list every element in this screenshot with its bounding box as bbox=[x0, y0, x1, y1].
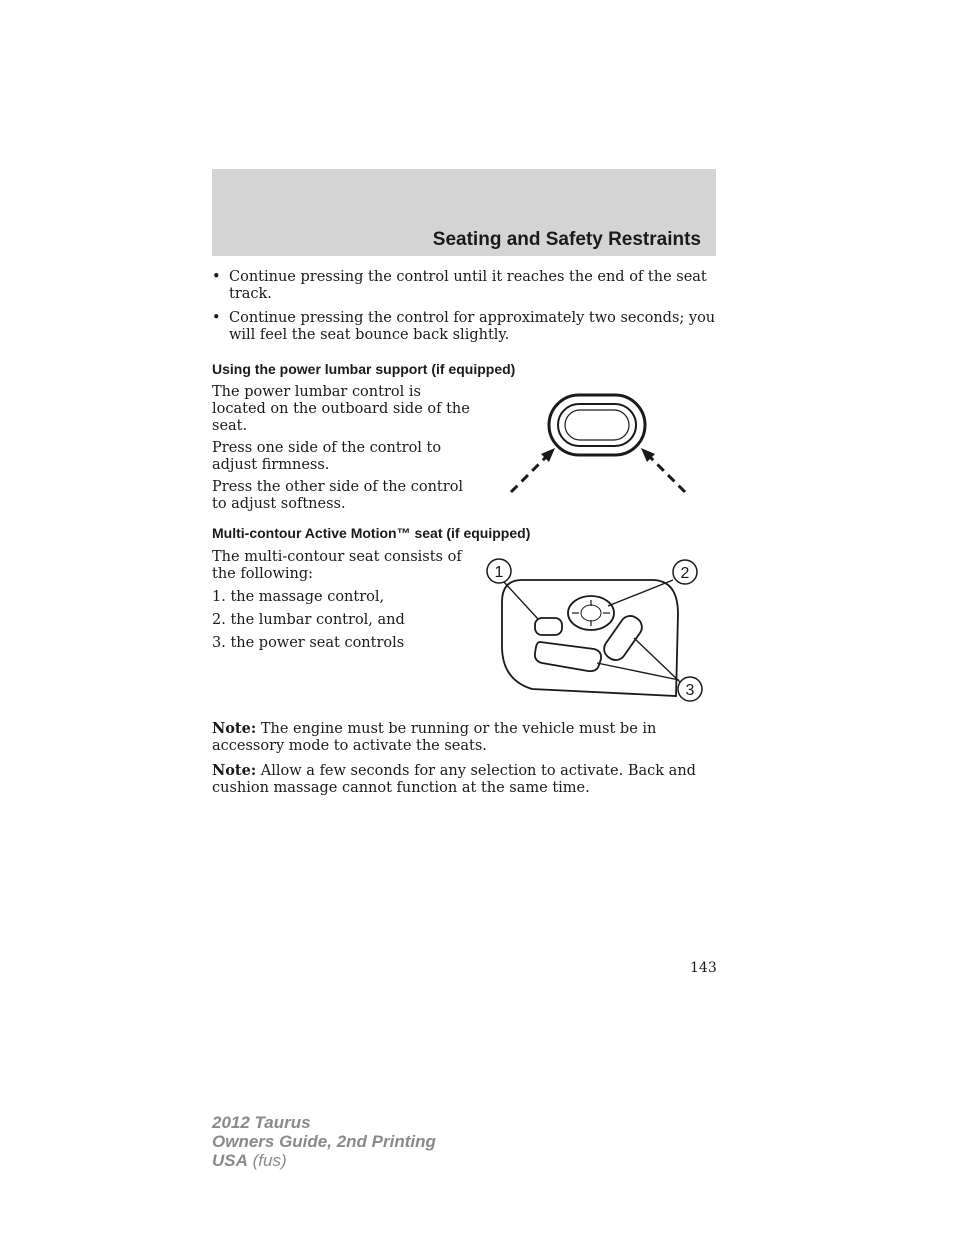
paragraph: Press the other side of the control to adjust softness. bbox=[212, 479, 464, 512]
lumbar-heading: Using the power lumbar support (if equipped) bbox=[212, 361, 516, 377]
seat-cushion-control-button bbox=[535, 642, 601, 671]
massage-control-button bbox=[535, 618, 562, 635]
notes bbox=[212, 720, 718, 802]
bullet-icon: • bbox=[212, 269, 221, 285]
svg-text:3: 3 bbox=[685, 682, 695, 699]
lumbar-control-illustration bbox=[505, 392, 695, 498]
svg-text:2: 2 bbox=[680, 565, 690, 582]
bullet-list bbox=[212, 269, 718, 351]
callout-3 bbox=[678, 677, 702, 701]
footer-edition: 2012 Taurus Owners Guide, 2nd Printing USA (fus) bbox=[212, 1113, 436, 1170]
bullet-item: • Continue pressing the control until it reaches the end of the seat track. bbox=[212, 269, 707, 302]
seat-controls-illustration bbox=[482, 556, 704, 708]
note: Note: Allow a few seconds for any selection to activate. Back and cushion massage cannot function at the same time. bbox=[212, 762, 696, 796]
multicontour-text bbox=[212, 549, 462, 658]
lumbar-control-button bbox=[568, 596, 614, 630]
list-item: 3. the power seat controls bbox=[212, 635, 405, 651]
callout-2 bbox=[673, 560, 697, 584]
paragraph: The multi-contour seat consists of the following: bbox=[212, 549, 462, 582]
paragraph: The power lumbar control is located on the outboard side of the seat. bbox=[212, 384, 470, 434]
arrow-up-right-icon bbox=[511, 448, 555, 492]
multicontour-heading: Multi-contour Active Motion™ seat (if equipped) bbox=[212, 525, 531, 541]
page-number: 143 bbox=[690, 960, 717, 976]
section-header-band bbox=[212, 169, 716, 256]
list-item: 1. the massage control, bbox=[212, 589, 385, 605]
paragraph: Press one side of the control to adjust firmness. bbox=[212, 440, 442, 473]
list-item: 2. the lumbar control, and bbox=[212, 612, 405, 628]
note: Note: The engine must be running or the vehicle must be in accessory mode to activate the seats. bbox=[212, 720, 657, 754]
callout-1 bbox=[487, 559, 511, 583]
arrow-up-left-icon bbox=[641, 448, 685, 492]
bullet-icon: • bbox=[212, 310, 221, 326]
bullet-item: • Continue pressing the control for approximately two seconds; you will feel the seat bounce back slightly. bbox=[212, 310, 716, 343]
lumbar-text bbox=[212, 384, 474, 518]
section-title: Seating and Safety Restraints bbox=[432, 229, 701, 250]
svg-text:1: 1 bbox=[494, 564, 504, 581]
